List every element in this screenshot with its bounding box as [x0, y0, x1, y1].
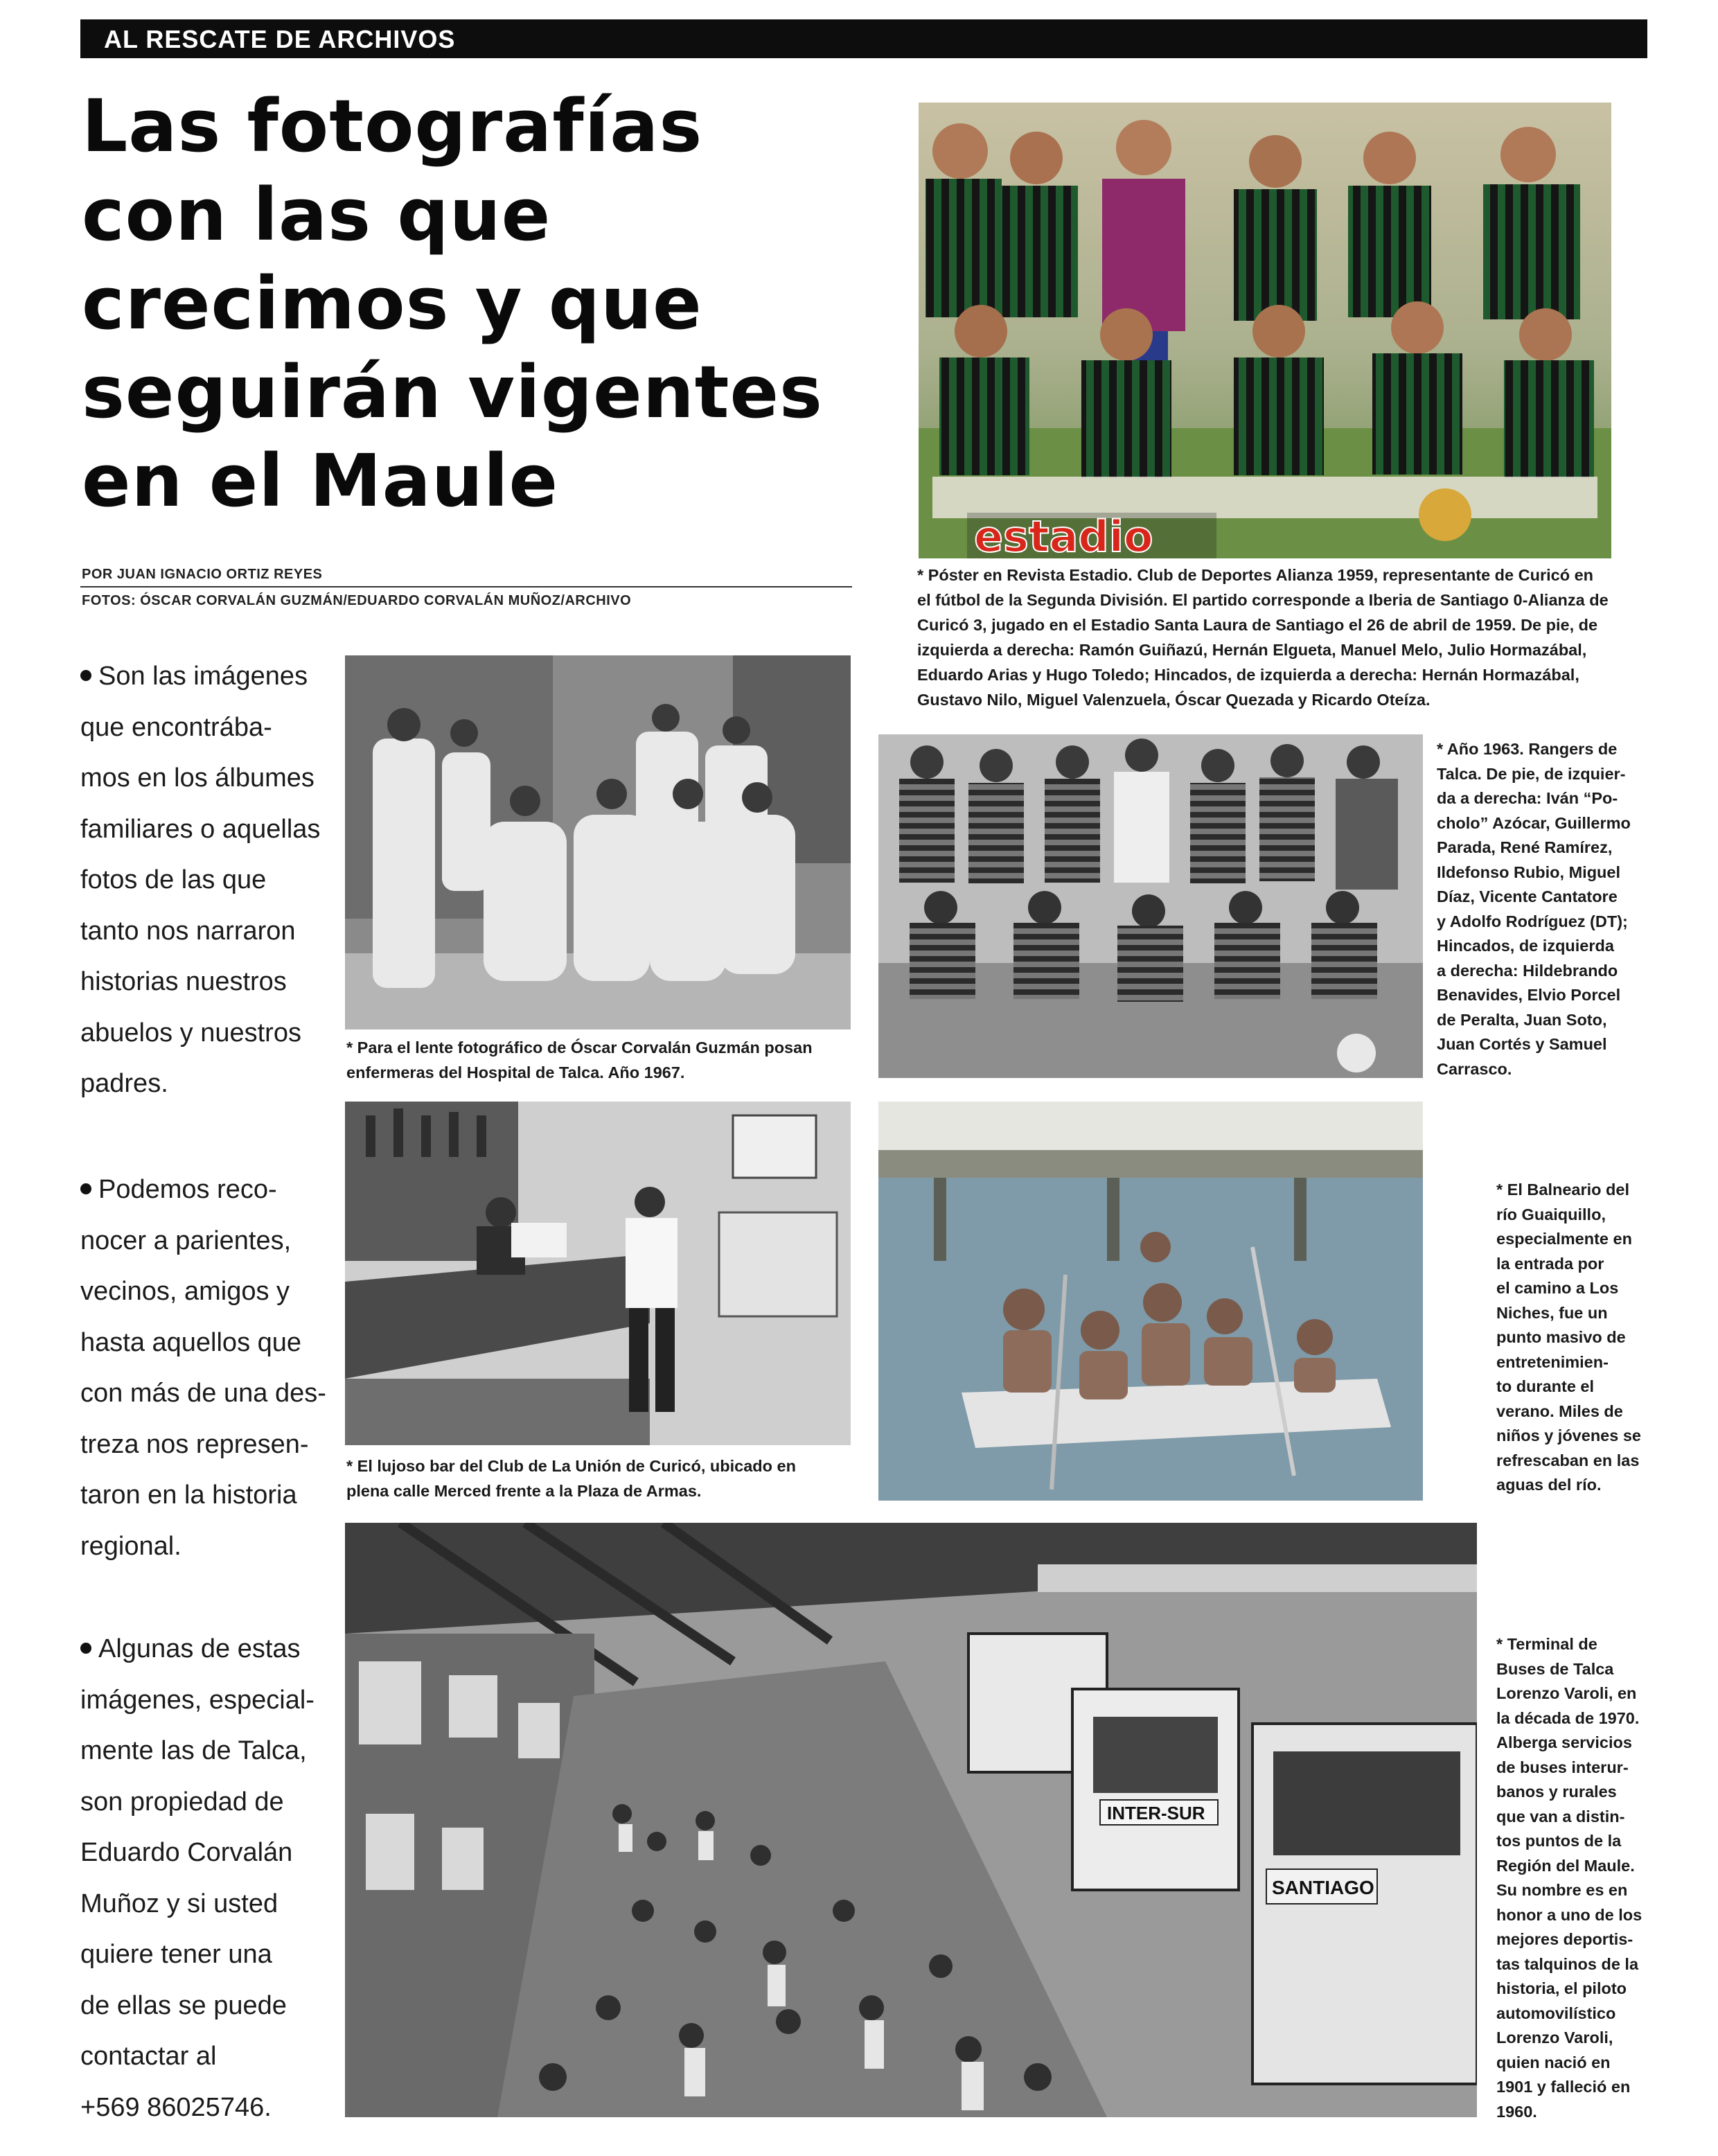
caption-line: refrescaban en las: [1496, 1451, 1640, 1469]
svg-text:estadio: estadio: [974, 511, 1153, 558]
caption-line: 1901 y falleció en: [1496, 2078, 1631, 2096]
caption-line: Gustavo Nilo, Miguel Valenzuela, Óscar Quezada y Ricardo Oteíza.: [917, 691, 1431, 709]
headline: [82, 82, 865, 525]
caption-line: Talca. De pie, de izquier-: [1437, 764, 1626, 783]
lead-line: con más de una des-: [80, 1379, 326, 1408]
lead-line: contactar al: [80, 2042, 217, 2071]
lead-line: mente las de Talca,: [80, 1736, 307, 1765]
caption-line: Niches, fue un: [1496, 1303, 1608, 1322]
bullet-icon: [80, 670, 91, 681]
bullet-icon: [80, 1643, 91, 1654]
caption-line: Carrasco.: [1437, 1059, 1512, 1078]
caption-line: 1960.: [1496, 2102, 1537, 2121]
lead-line: de ellas se puede: [80, 1990, 287, 2020]
caption-line: * Terminal de: [1496, 1635, 1597, 1653]
caption-line: to durante el: [1496, 1377, 1595, 1395]
caption-line: río Guaiquillo,: [1496, 1205, 1606, 1223]
section-label: AL RESCATE DE ARCHIVOS: [104, 25, 456, 53]
caption-line: el fútbol de la Segunda División. El partido corresponde a Iberia de Santiago 0-Alianza de: [917, 591, 1609, 609]
caption-nurses: [346, 1035, 859, 1085]
caption-line: entretenimien-: [1496, 1352, 1609, 1371]
caption-line: Su nombre es en: [1496, 1881, 1628, 1899]
section-bar: [80, 19, 1647, 58]
caption-line: * El lujoso bar del Club de La Unión de Curicó, ubicado en: [346, 1457, 796, 1475]
lead-line: historias nuestros: [80, 967, 287, 996]
bus-sign-intersur: INTER-SUR: [1107, 1803, 1205, 1823]
caption-line: que van a distin-: [1496, 1807, 1625, 1826]
byline-photos: FOTOS: ÓSCAR CORVALÁN GUZMÁN/EDUARDO CORVALÁN MUÑOZ/ARCHIVO: [82, 593, 632, 608]
photo-estadio-poster: [919, 103, 1611, 558]
lead-line: son propiedad de: [80, 1787, 284, 1817]
caption-line: * El Balneario del: [1496, 1181, 1629, 1199]
lead-line: Algunas de estas: [98, 1634, 301, 1663]
caption-line: enfermeras del Hospital de Talca. Año 1967.: [346, 1063, 685, 1081]
caption-river: [1496, 1178, 1663, 1498]
lead-line: nocer a parientes,: [80, 1226, 292, 1255]
caption-line: automovilístico: [1496, 2004, 1616, 2022]
caption-line: * Para el lente fotográfico de Óscar Corvalán Guzmán posan: [346, 1039, 813, 1057]
caption-line: Parada, René Ramírez,: [1437, 838, 1613, 856]
caption-line: Curicó 3, jugado en el Estadio Santa Laura de Santiago el 26 de abril de 1959. De pie, de: [917, 616, 1598, 634]
lead-line: familiares o aquellas: [80, 814, 321, 844]
byline-divider: [80, 586, 852, 587]
lead-line: mos en los álbumes: [80, 763, 315, 793]
caption-line: Alberga servicios: [1496, 1733, 1632, 1751]
estadio-logo: [967, 511, 1216, 558]
headline-line: Las fotografías: [82, 84, 703, 168]
caption-line: tos puntos de la: [1496, 1832, 1622, 1850]
headline-line: crecimos y que: [82, 261, 702, 346]
lead-line: Podemos reco-: [98, 1175, 277, 1204]
caption-line: niños y jóvenes se: [1496, 1426, 1641, 1444]
lead-line: fotos de las que: [80, 865, 267, 894]
caption-line: Juan Cortés y Samuel: [1437, 1035, 1607, 1053]
caption-line: punto masivo de: [1496, 1328, 1626, 1346]
lead-line: que encontrába-: [80, 712, 272, 742]
caption-line: quien nació en: [1496, 2053, 1611, 2071]
caption-line: a derecha: Hildebrando: [1437, 961, 1618, 980]
caption-line: * Año 1963. Rangers de: [1437, 740, 1618, 758]
caption-line: * Póster en Revista Estadio. Club de Deportes Alianza 1959, representante de Curicó en: [917, 566, 1593, 584]
lead-line: vecinos, amigos y: [80, 1277, 290, 1306]
photo-river: [878, 1102, 1423, 1501]
lead-line: quiere tener una: [80, 1940, 272, 1969]
headline-line: en el Maule: [82, 439, 559, 523]
caption-bar: [346, 1453, 859, 1503]
caption-line: tas talquinos de la: [1496, 1954, 1639, 1973]
caption-line: cholo” Azócar, Guillermo: [1437, 813, 1631, 832]
caption-line: izquierda a derecha: Ramón Guiñazú, Hernán Elgueta, Manuel Melo, Julio Hormazábal,: [917, 641, 1587, 659]
caption-line: da a derecha: Iván “Po-: [1437, 789, 1618, 807]
caption-terminal: [1496, 1632, 1663, 2124]
caption-line: de Peralta, Juan Soto,: [1437, 1010, 1607, 1029]
headline-line: con las que: [82, 173, 551, 257]
caption-line: Eduardo Arias y Hugo Toledo; Hincados, de izquierda a derecha: Hernán Hormazábal,: [917, 666, 1579, 684]
caption-line: Hincados, de izquierda: [1437, 937, 1614, 955]
caption-line: honor a uno de los: [1496, 1905, 1642, 1924]
caption-line: historia, el piloto: [1496, 1979, 1627, 1997]
photo-bar: [345, 1102, 851, 1445]
lead-line: hasta aquellos que: [80, 1327, 302, 1357]
caption-line: plena calle Merced frente a la Plaza de Armas.: [346, 1482, 702, 1500]
lead-line: padres.: [80, 1069, 168, 1098]
headline-line: seguirán vigentes: [82, 350, 823, 434]
lead-line: regional.: [80, 1531, 181, 1561]
lead-line: abuelos y nuestros: [80, 1018, 301, 1048]
caption-line: banos y rurales: [1496, 1783, 1617, 1801]
bus-sign-santiago: SANTIAGO: [1272, 1877, 1374, 1898]
caption-line: Benavides, Elvio Porcel: [1437, 986, 1621, 1004]
caption-rangers: [1437, 737, 1658, 1081]
caption-line: Lorenzo Varoli, en: [1496, 1684, 1637, 1702]
bullet-icon: [80, 1183, 91, 1194]
caption-line: Región del Maule.: [1496, 1856, 1635, 1875]
lead-paragraph-3: [80, 1624, 337, 2133]
caption-line: Buses de Talca: [1496, 1659, 1614, 1678]
lead-paragraph-2: [80, 1165, 337, 1572]
lead-line: Eduardo Corvalán: [80, 1838, 293, 1867]
caption-line: de buses interur-: [1496, 1758, 1629, 1776]
lead-line: Muñoz y si usted: [80, 1889, 278, 1918]
lead-line: tanto nos narraron: [80, 916, 296, 946]
lead-line: +569 86025746.: [80, 2092, 272, 2122]
lead-line: imágenes, especial-: [80, 1685, 315, 1715]
caption-line: y Adolfo Rodríguez (DT);: [1437, 912, 1628, 930]
caption-line: el camino a Los: [1496, 1279, 1619, 1297]
caption-line: la década de 1970.: [1496, 1708, 1640, 1727]
photo-rangers: [878, 734, 1423, 1078]
caption-line: especialmente en: [1496, 1230, 1632, 1248]
lead-line: treza nos represen-: [80, 1429, 309, 1459]
caption-estadio: [917, 563, 1638, 712]
byline-author: POR JUAN IGNACIO ORTIZ REYES: [82, 567, 323, 582]
caption-line: Lorenzo Varoli,: [1496, 2029, 1613, 2047]
lead-line: taron en la historia: [80, 1481, 297, 1510]
photo-nurses: [345, 655, 851, 1030]
lead-line: Son las imágenes: [98, 662, 308, 691]
caption-line: verano. Miles de: [1496, 1402, 1623, 1420]
lead-paragraph-1: [80, 651, 337, 1110]
caption-line: Ildefonso Rubio, Miguel: [1437, 863, 1621, 881]
caption-line: aguas del río.: [1496, 1476, 1602, 1494]
caption-line: mejores deportis-: [1496, 1930, 1633, 1948]
photo-bus-terminal: [345, 1523, 1477, 2117]
caption-line: Díaz, Vicente Cantatore: [1437, 887, 1618, 905]
caption-line: la entrada por: [1496, 1254, 1604, 1273]
